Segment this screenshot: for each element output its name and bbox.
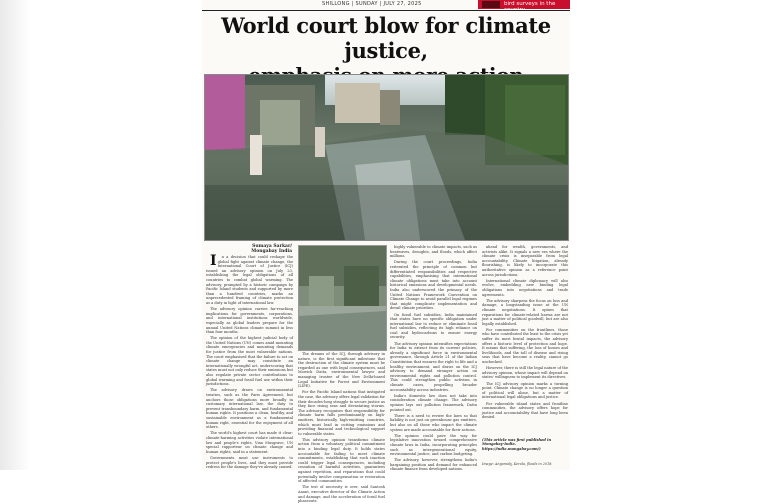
paragraph: The advisory sharpens the focus on loss and damage, a longstanding issue at the UN climate negotiations. It opines that reparations for climate-related harms are not just a matter of political goodwill, but are also legally established. — [482, 298, 568, 326]
byline-outlet: Mongabay India — [251, 249, 292, 254]
left-page-margin — [0, 0, 30, 470]
dateline: SHILLONG | SUNDAY | JULY 27, 2025 — [322, 1, 422, 7]
ad-image — [482, 1, 500, 8]
paragraph: The ICJ advisory opinion marks a turning point. Climate change is no longer a question of political will alone, but a matter of international legal obligations and justice. — [482, 381, 568, 400]
paragraph: The advisory opinion intensifies expectations for India to extract from its current policies, already a significant force in environmental governance, through Article 21 of the Indian Constitution that ensures the right to life and a healthy environment, and draws on the ICJ advisory to demand stronger action on environmental rights and pollution control. This could strengthen public activism in climate cases, propelling broader accountability across industries. — [390, 341, 477, 392]
paragraph: The dreams of the ICJ, through advisory in nature, is the first significant milestone that the destruction of the climate system must be regarded as one with legal consequences, said Mowick Datta, environmental lawyer and managing trustee of the New Delhi-based Legal Initiative for Forest and Environment (LIFE). — [298, 352, 385, 389]
paragraph: The advisory, however, strengthens India's bargaining position and demand for enhanced climate finance from developed nations. — [390, 458, 477, 472]
article-column-4 — [482, 245, 568, 465]
paragraph: highly vulnerable to climate impacts, such as heatwaves, droughts, and floods, which affect millions. — [390, 245, 477, 259]
paragraph: For communities on the frontlines, those who have contributed the least to the crisis yet suffer its most brutal impacts, the advisory offers a historic level of protection and hope. It means that suffering, the loss of homes and livelihoods, and the toll of disease and rising seas that have become a reality, cannot go unchecked. — [482, 327, 569, 365]
paragraph: For the Pacific Island nations that instigated the case, the advisory offers legal validation for their decades-long struggle to secure justice as they face rising seas and devastating storms. The advisory recognises that responsibility for climate harm falls predominantly on high-emitters, historically high-emitting countries, which must lead in cutting emissions and providing financial and technological support to vulnerable states. — [298, 390, 385, 436]
paragraph: The opinion of the highest judicial body of the United Nations (UN) comes amid mounting climate emergencies and mounting demands for justice from the most vulnerable nations. The court emphasised that the failure to act on climate change may constitute an internationally wrongful act, underscoring that states must not only reduce their emissions but also regulate private sector contributions to global warming and fossil fuel use within their jurisdictions. — [206, 336, 293, 387]
inset-photo — [298, 245, 387, 351]
paragraph: However, there is still the legal nature of the advisory opinion, whose impact will depend on states' willingness to implement its directives. — [482, 366, 568, 380]
paragraph: The opinion could pave the way for legislative innovation toward comprehensive climate laws in India, incorporating principles such as intergenerational equity, environmental justice, and carbon budgeting. — [390, 433, 477, 457]
drop-cap: I — [210, 253, 217, 269]
paragraph: ahead for wealth, governments, and activists alike. It signals a new era where the climate crisis is inseparable from legal accountability. Climate litigation, already flourishing, is likely to incorporate this authoritative opinion as a reference point across jurisdictions. — [482, 245, 568, 277]
headline-line-1: World court blow for climate justice, — [221, 13, 551, 63]
photo-caption: Image: Angamaly, Kerala, floods in 2018. — [482, 462, 553, 466]
masthead-bar — [202, 0, 570, 10]
paragraph: For vulnerable island states and frontline communities, the advisory offers hope for justice and accountability that have long been denied. — [482, 401, 568, 420]
newspaper-page — [202, 0, 570, 504]
paragraph: During the court proceedings, India reiterated the principle of common but differentiated responsibilities and respective capabilities, emphasising that international climate obligations must take into account historical emissions and developmental needs. India also underscored the primacy of the United Nations Framework Convention on Climate Change to avoid parallel legal regimes that might complicate implementation and derail climate priorities. — [390, 260, 477, 311]
masthead-rule — [202, 10, 570, 11]
paragraph: The advisory draws on environmental treaties, such as the Paris Agreement, but anchors those obligations more broadly in customary international law, the duty to prevent transboundary harm, and fundamental human rights. It positions a clean, healthy, and sustainable environment as a fundamental human right, essential for the enjoyment of all others. — [206, 388, 293, 430]
article-column-2 — [298, 352, 385, 504]
paragraph: I n a decision that could reshape the global fight against climate change, the International Court of Justice (ICJ) issued an advisory opinion on July 23, establishing the legal obligations of all countries to combat global warming. The advisory, prompted by a historic campaign by Pacific Island students and supported by more than a hundred countries, marks an unprecedented framing of climate protection as a duty in light of international law. — [206, 253, 293, 305]
advertisement-strip — [478, 0, 570, 9]
paragraph: The advisory opinion carries far-reaching implications for governments, corporations, and international institutions worldwide, especially as global leaders prepare for the annual United Nations climate summit in less than four months. — [206, 307, 293, 335]
byline — [208, 244, 292, 254]
paragraph: The world's highest court has made it clear: climate-harming activities violate international law and people's rights, Vina Musgrave, UN special rapporteur on climate change and human rights, said in a statement. — [206, 431, 293, 454]
ad-text: bird surveys in the — [504, 1, 556, 7]
paragraph: On fossil fuel subsidies, India maintained that states have no specific obligation under international law to reduce or eliminate fossil fuel subsidies, reflecting its high reliance on coal and hydrocarbons to ensure energy security. — [390, 312, 477, 340]
article-column-1 — [206, 253, 293, 470]
paragraph: Governments must use instruments to protect people's lives, and they must provide redress for the damage they've already caused. — [206, 455, 293, 470]
article-column-3 — [390, 245, 477, 472]
paragraph: The test of necessity is over, said Santosh Anant, executive director of the Climate Action and damage, and the acceleration of fossil fuel phaseouts. — [298, 485, 385, 504]
byline-name: Sumaya Sarkar/ — [252, 244, 292, 249]
paragraph: International climate diplomacy will also evolve, embedding new binding legal obligations into negotiations and trade agreements. — [482, 278, 568, 297]
paragraph: There is a need to review the laws so that liability is not just on greenhouse gas emitters, but also on all those who impact the climate system are made accountable for their actions. — [390, 413, 477, 432]
paragraph: India's domestic law does not take into consideration climate change. The advisory opinion lays out pollution framework, Datta pointed out. — [390, 393, 477, 412]
flood-photo — [204, 74, 569, 241]
paragraph: This advisory opinion transforms climate action from a voluntary political commitment into a binding legal duty. It holds states accountable for failing to meet climate commitments, establishing that such inaction could trigger legal consequences, including cessation of harmful activities, guarantees against repetition, and reparations that could potentially involve compensation or restoration of affected communities. — [298, 437, 385, 484]
republish-note: (This article was first published in Mongabay-India. https://india.mongabay.com/) — [482, 438, 552, 451]
